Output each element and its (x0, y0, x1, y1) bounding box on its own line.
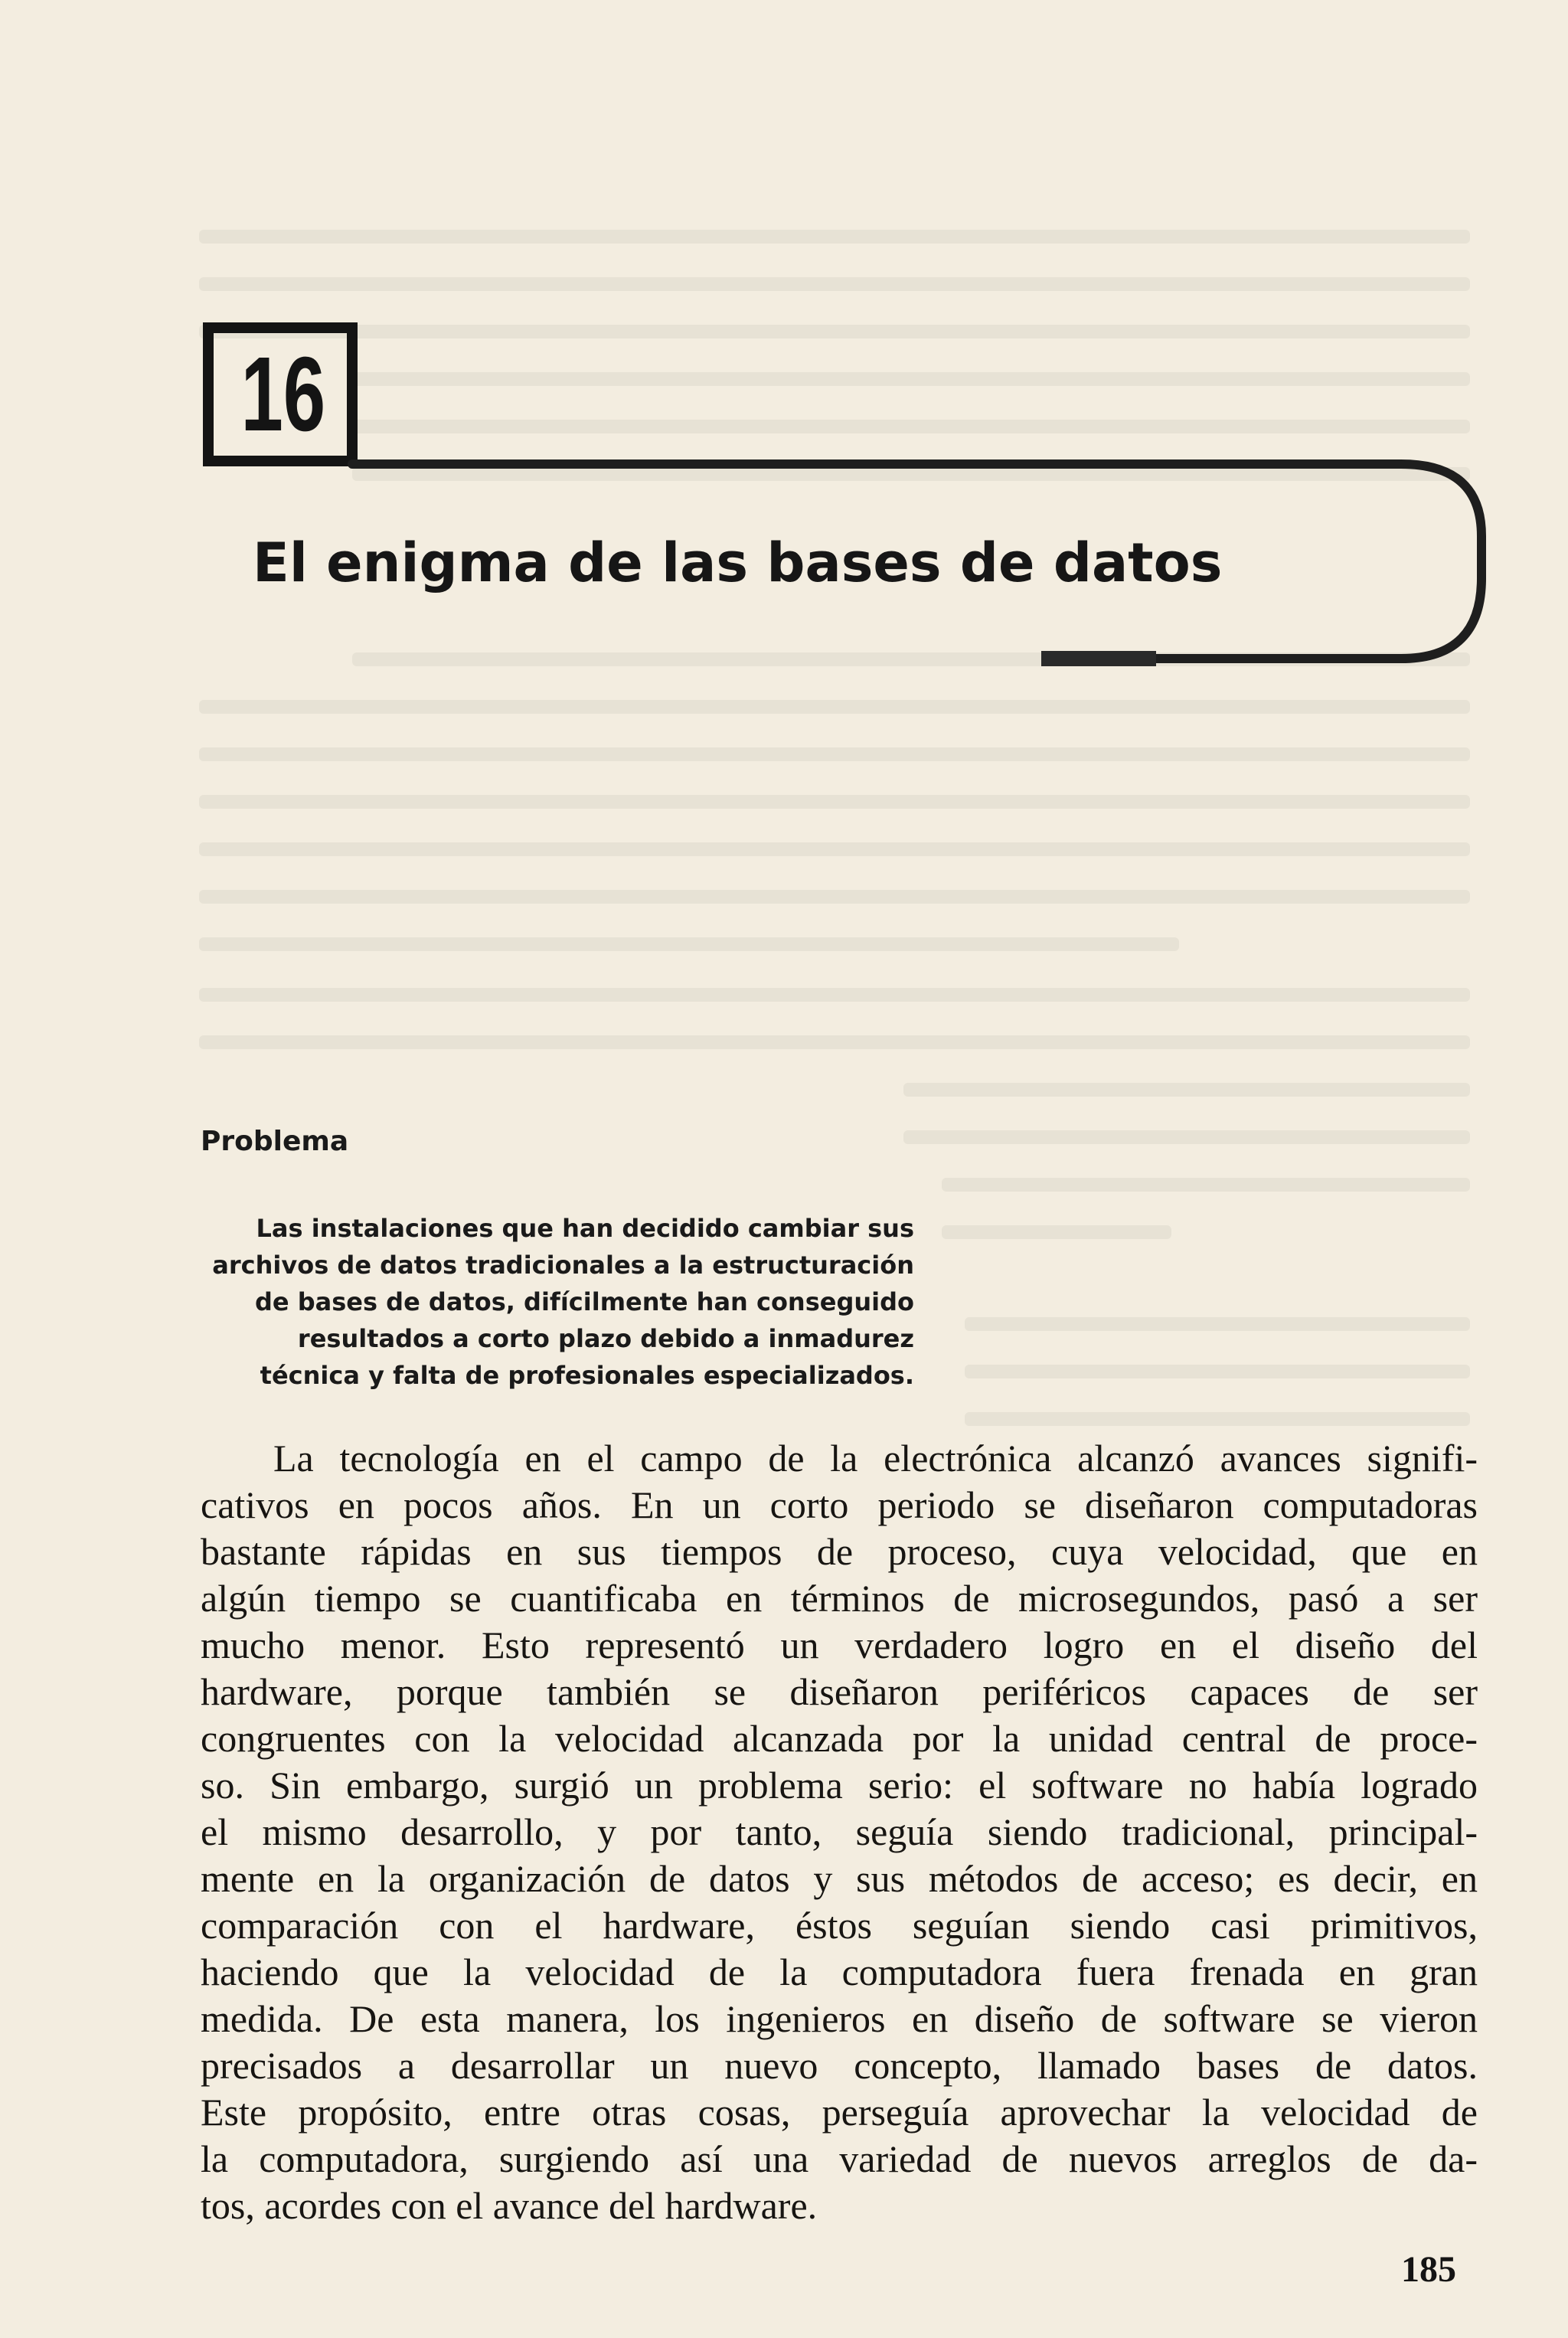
body-line: medida. De esta manera, los ingenieros en diseño de software se vieron (201, 1997, 1478, 2040)
body-line: bastante rápidas en sus tiempos de proceso, cuya velocidad, que en (201, 1530, 1478, 1573)
body-line: La tecnología en el campo de la electrónica alcanzó avances signifi- (273, 1437, 1478, 1480)
bleed-through-line (965, 1365, 1470, 1378)
bleed-through-line (199, 795, 1470, 809)
body-line: cativos en pocos años. En un corto periodo se diseñaron computadoras (201, 1483, 1478, 1526)
bleed-through-line (199, 842, 1470, 856)
body-line: hardware, porque también se diseñaron periféricos capaces de ser (201, 1670, 1478, 1713)
bleed-through-line (903, 1083, 1470, 1097)
bleed-through-line (199, 937, 1179, 951)
body-line: haciendo que la velocidad de la computadora fuera frenada en gran (201, 1951, 1478, 1993)
chapter-emblem (0, 0, 1568, 766)
body-line: so. Sin embargo, surgió un problema serio: el software no había logrado (201, 1764, 1478, 1807)
body-line: mente en la organización de datos y sus métodos de acceso; es decir, en (201, 1857, 1478, 1900)
problem-text (202, 1210, 914, 1394)
body-line: la computadora, surgiendo así una variedad de nuevos arreglos de da- (201, 2137, 1478, 2180)
problem-heading: Problema (201, 1126, 349, 1157)
chapter-hook-end (1041, 651, 1156, 666)
chapter-title: El enigma de las bases de datos (253, 531, 1223, 594)
body-line: comparación con el hardware, éstos seguían siendo casi primitivos, (201, 1904, 1478, 1947)
bleed-through-line (199, 1035, 1470, 1049)
bleed-through-line (942, 1178, 1470, 1192)
bleed-through-line (903, 1130, 1470, 1144)
problem-line: Las instalaciones que han decidido cambiar sus (256, 1214, 914, 1243)
bleed-through-line (199, 988, 1470, 1002)
body-line: algún tiempo se cuantificaba en términos de microsegundos, pasó a ser (201, 1577, 1478, 1620)
problem-line: resultados a corto plazo debido a inmadurez (297, 1324, 914, 1353)
body-line: congruentes con la velocidad alcanzada por la unidad central de proce- (201, 1717, 1478, 1760)
body-line: el mismo desarrollo, y por tanto, seguía siendo tradicional, principal- (201, 1810, 1478, 1853)
problem-line: de bases de datos, difícilmente han conseguido (254, 1287, 914, 1316)
bleed-through-line (965, 1412, 1470, 1426)
chapter-number: 16 (240, 335, 326, 453)
body-line: Este propósito, entre otras cosas, perseguía aprovechar la velocidad de (201, 2091, 1478, 2134)
bleed-through-line (199, 890, 1470, 904)
body-line: precisados a desarrollar un nuevo concepto, llamado bases de datos. (201, 2044, 1478, 2087)
problem-line: técnica y falta de profesionales especializados. (260, 1361, 914, 1390)
bleed-through-line (942, 1225, 1171, 1239)
bleed-through-line (965, 1317, 1470, 1331)
problem-line: archivos de datos tradicionales a la estructuración (212, 1251, 914, 1280)
page-number: 185 (1401, 2249, 1456, 2290)
body-line: tos, acordes con el avance del hardware. (201, 2184, 818, 2227)
body-paragraph (201, 1435, 1478, 2229)
body-line: mucho menor. Esto representó un verdadero logro en el diseño del (201, 1624, 1478, 1666)
